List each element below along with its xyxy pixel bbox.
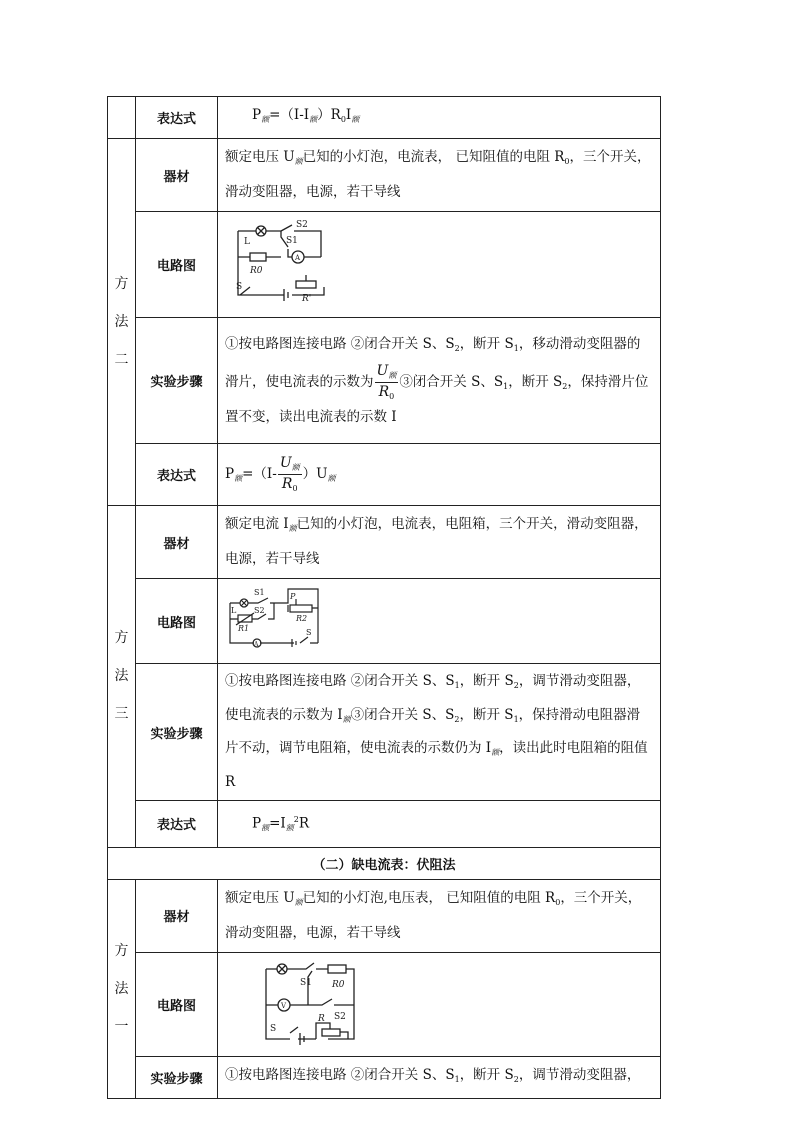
label-R: R: [318, 1014, 325, 1024]
m3-materials-text: [218, 506, 661, 579]
t: ，读出此时电阻箱的阻值 R: [225, 740, 648, 790]
m3-steps-row: [108, 664, 661, 801]
t: ①按电路图连接电路 ②闭合开关 S、S: [225, 336, 455, 352]
expr-p: P: [252, 107, 262, 123]
t: ，断开 S: [508, 374, 563, 390]
m2-circuit-diagram: [226, 217, 336, 309]
m1b-steps-text: [218, 1056, 661, 1098]
resistor-icon: [328, 965, 346, 973]
t: ，调节滑动变阻器，: [518, 1066, 641, 1083]
t: ，保持滑动电阻器滑片不动，调节电阻箱，使电流表的示数仍为 I: [225, 706, 641, 756]
m3-circuit-diagram: [226, 583, 326, 655]
empty-method-cell: [108, 97, 136, 139]
method-table: [107, 96, 661, 1099]
label-S: S: [236, 281, 243, 292]
t: 额: [388, 371, 397, 380]
m1b-materials-label: 器材: [136, 879, 218, 952]
label-S1: S1: [254, 588, 265, 597]
t: U: [279, 454, 292, 471]
label-V: V: [281, 1002, 287, 1010]
t: 额定电流 I: [225, 516, 289, 532]
t: =（I-: [242, 465, 277, 482]
method3-label: [108, 506, 136, 848]
label-R1: R1: [238, 624, 250, 633]
method2-label-text: 方法二: [114, 276, 129, 368]
m1b-diagram-label: 电路图: [136, 952, 218, 1056]
t: ，移动滑动变阻器的滑片，使电流表的示数为: [225, 336, 641, 390]
m2-steps-text: [218, 318, 661, 444]
m3-materials-label: 器材: [136, 506, 218, 579]
t: 2: [562, 382, 568, 391]
t: =I: [269, 815, 286, 832]
t: 1: [503, 382, 509, 391]
t: ，调节滑动变阻器，使电流表的示数为 I: [225, 673, 641, 723]
expr-end-sub: 0: [340, 115, 346, 124]
t: U: [376, 363, 389, 379]
t: 已知的小灯泡,电压表， 已知阻值的电阻 R: [302, 889, 556, 906]
t: P: [252, 815, 262, 832]
label-P: P: [290, 592, 296, 601]
section2-row: [108, 847, 661, 879]
t: ③闭合开关 S、S: [399, 374, 504, 390]
m3-steps-label: 实验步骤: [136, 664, 218, 801]
method1b-label: [108, 879, 136, 1098]
rheostat-icon: [296, 281, 316, 288]
m1b-diagram-row: [108, 952, 661, 1056]
m2-expr-row: [108, 444, 661, 506]
t: ，断开 S: [459, 706, 514, 723]
prev-expr-row: [108, 97, 661, 139]
t: R: [298, 815, 310, 832]
t: ，三个开关，滑动变阻器，电源，若干导线: [225, 149, 651, 200]
m1b-steps-row: [108, 1056, 661, 1098]
rheostat-icon: [322, 1029, 340, 1036]
m2-materials-text: [218, 139, 661, 212]
expr-end: ）R: [317, 107, 341, 123]
t: ①按电路图连接电路 ②闭合开关 S、S: [225, 673, 455, 689]
m2-diagram-row: [108, 212, 661, 318]
t: 0: [564, 157, 570, 166]
t: ③闭合开关 S、S: [350, 706, 455, 723]
expr-tail-sub: 额: [351, 115, 360, 124]
t: 已知的小灯泡，电流表，电阻箱，三个开关，滑动变阻器，电源，若干导线: [225, 516, 648, 567]
t: 1: [454, 681, 460, 690]
label-L: L: [231, 606, 237, 615]
fraction: [278, 456, 302, 493]
t: 2: [293, 815, 299, 824]
t: 额: [234, 473, 243, 483]
label-A: A: [295, 253, 301, 262]
expr-formula: [218, 97, 661, 139]
m3-materials-row: [108, 506, 661, 579]
t: ）U: [302, 465, 328, 482]
t: ①按电路图连接电路 ②闭合开关 S、S: [225, 1066, 455, 1083]
t: 已知的小灯泡，电流表， 已知阻值的电阻 R: [302, 149, 565, 165]
m1b-materials-row: [108, 879, 661, 952]
t: 0: [555, 897, 561, 907]
t: 2: [513, 681, 519, 690]
t: 0: [389, 392, 395, 401]
t: 0: [292, 483, 298, 493]
label-S2: S2: [254, 606, 265, 615]
label-S1: S1: [286, 235, 298, 246]
t: 1: [454, 1074, 460, 1084]
m3-diagram-row: [108, 579, 661, 664]
t: ，断开 S: [459, 1066, 514, 1083]
m2-materials-row: [108, 139, 661, 212]
m3-diagram-cell: [218, 579, 661, 664]
m2-diagram-cell: [218, 212, 661, 318]
m2-materials-label: 器材: [136, 139, 218, 212]
t: 2: [513, 1074, 519, 1084]
label-S: S: [306, 628, 312, 637]
m2-steps-row: [108, 318, 661, 444]
m1b-circuit-diagram: [256, 957, 366, 1047]
t: 1: [513, 344, 519, 353]
t: 额: [294, 157, 303, 166]
m3-diagram-label: 电路图: [136, 579, 218, 664]
t: R: [281, 475, 293, 492]
label-Rprime: R': [302, 293, 312, 304]
method3-label-text: 方法三: [114, 630, 129, 723]
label-L: L: [244, 236, 250, 247]
t: 1: [513, 714, 519, 724]
m1b-steps-label: 实验步骤: [136, 1056, 218, 1098]
expr-sub: 额: [261, 115, 270, 124]
m2-expr-formula: [218, 444, 661, 506]
t: 额: [491, 748, 500, 757]
t: ，三个开关，滑动变阻器，电源，若干导线: [225, 889, 642, 941]
expr-mid: =（I-I: [269, 107, 310, 123]
m1b-diagram-cell: [218, 952, 661, 1056]
method2-label: [108, 139, 136, 506]
t: 额: [285, 823, 294, 833]
t: 额: [342, 714, 351, 724]
t: ，断开 S: [459, 336, 514, 352]
label-S2: S2: [334, 1012, 346, 1022]
m3-steps-text: [218, 664, 661, 801]
fraction: [375, 364, 399, 401]
t: ，保持滑片位置不变，读出电流表的示数 I: [225, 374, 649, 425]
t: 额: [327, 473, 336, 483]
label-S: S: [270, 1024, 277, 1034]
label-R2: R2: [296, 614, 308, 623]
section2-title: （二）缺电流表：伏阻法: [108, 847, 661, 879]
expr-label: 表达式: [136, 97, 218, 139]
t: P: [225, 465, 235, 482]
resistor-icon: [250, 253, 266, 261]
m2-expr-label: 表达式: [136, 444, 218, 506]
m3-expr-formula: [218, 801, 661, 848]
rheostat-icon: [290, 605, 312, 612]
expr-mid-sub: 额: [309, 115, 318, 124]
t: 2: [454, 714, 460, 724]
t: 额: [261, 823, 270, 833]
t: 额定电压 U: [225, 889, 295, 906]
t: 额定电压 U: [225, 149, 295, 165]
m2-steps-label: 实验步骤: [136, 318, 218, 444]
m3-expr-row: [108, 801, 661, 848]
label-R0: R0: [332, 980, 345, 990]
t: R: [378, 384, 390, 400]
label-A: A: [254, 641, 259, 648]
t: 额: [291, 462, 300, 472]
m2-diagram-label: 电路图: [136, 212, 218, 318]
m3-expr-label: 表达式: [136, 801, 218, 848]
label-S1: S1: [300, 978, 312, 988]
method1b-label-text: 方法一: [114, 942, 129, 1035]
t: 额: [288, 524, 297, 533]
label-R0: R0: [250, 265, 263, 276]
t: 额: [294, 897, 303, 907]
label-S2: S2: [296, 219, 308, 230]
expr-tail: I: [345, 107, 352, 123]
m1b-materials-text: [218, 879, 661, 952]
t: ，断开 S: [459, 673, 514, 689]
t: 2: [454, 344, 460, 353]
